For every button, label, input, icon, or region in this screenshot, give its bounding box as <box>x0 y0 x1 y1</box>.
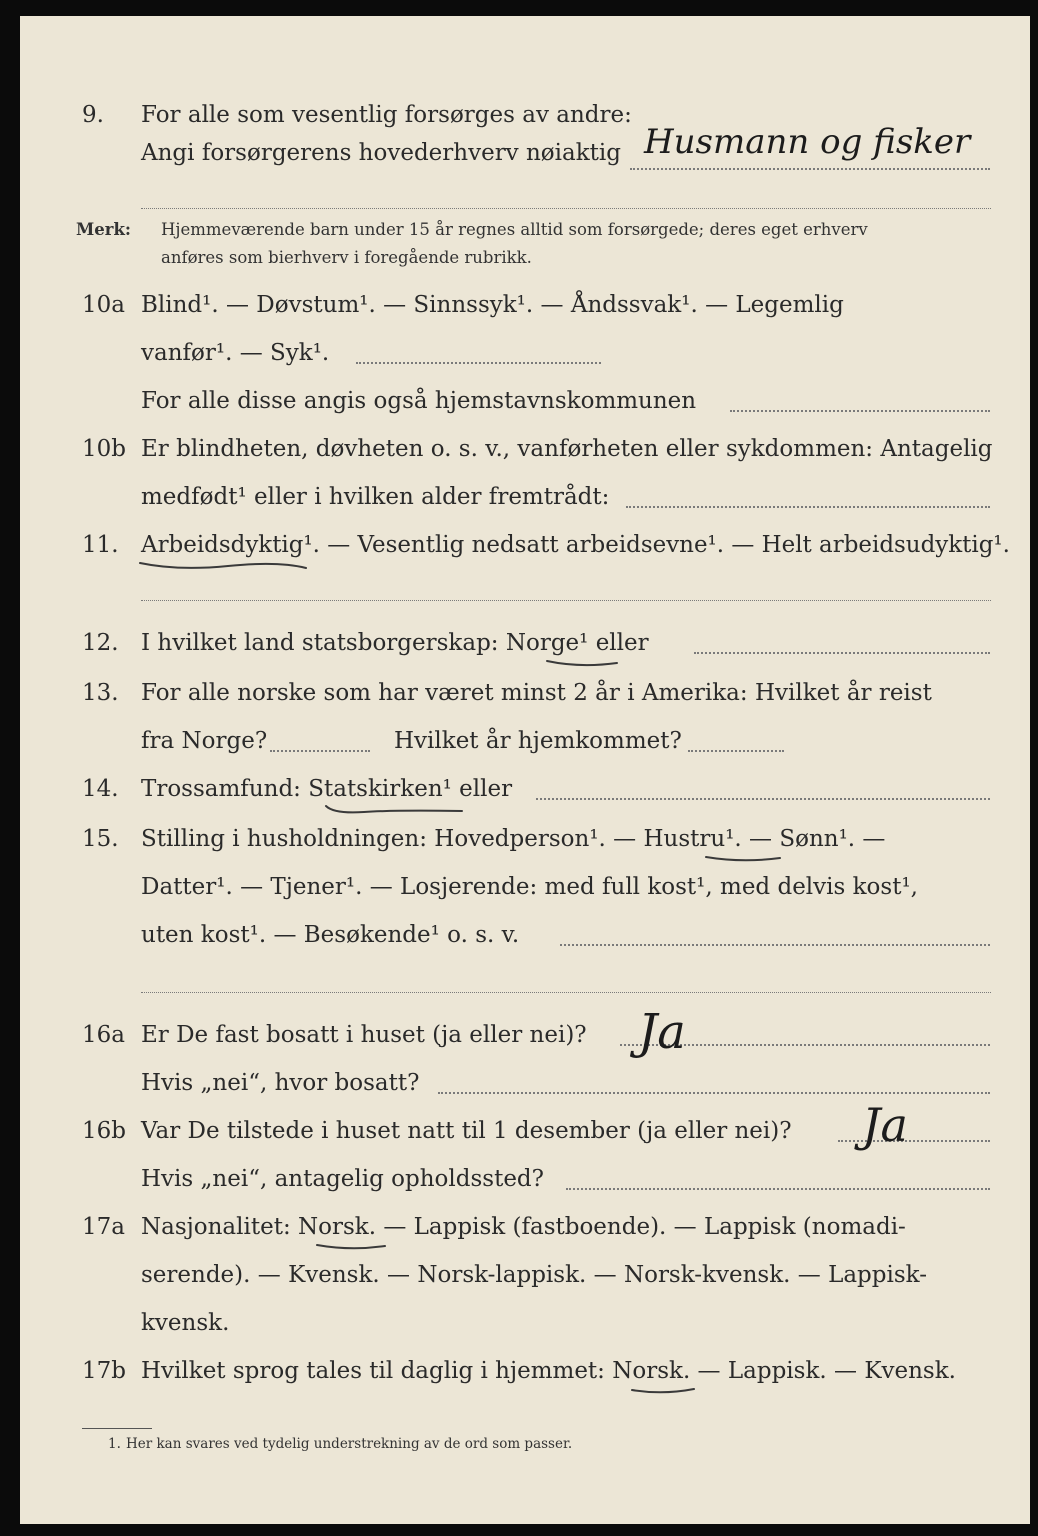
q15-line2: Datter¹. — Tjener¹. — Losjerende: med full kost¹, med delvis kost¹, <box>141 874 918 900</box>
q17b-underline-norsk <box>630 1384 696 1396</box>
merk-line2: anføres som bierhverv i foregående rubrikk. <box>161 248 532 267</box>
q17a-line2: serende). — Kvensk. — Norsk-lappisk. — Norsk-kvensk. — Lappisk- <box>141 1262 927 1288</box>
q9-number: 9. <box>82 102 104 128</box>
q10b-line1: Er blindheten, døvheten o. s. v., vanførheten eller sykdommen: Antagelig <box>141 436 993 462</box>
q13-departure-year-line <box>270 750 370 752</box>
q17a-line3: kvensk. <box>141 1310 230 1336</box>
q13-number: 13. <box>82 680 119 706</box>
q17a-number: 17a <box>82 1214 125 1240</box>
q15-answer-line <box>560 944 990 946</box>
q11-line1: Arbeidsdyktig¹. — Vesentlig nedsatt arbeidsevne¹. — Helt arbeidsudyktig¹. <box>141 532 1010 558</box>
q16b-number: 16b <box>82 1118 126 1144</box>
footnote-text: Her kan svares ved tydelig understrekning av de ord som passer. <box>126 1436 573 1452</box>
q9-handwritten-answer: Husmann og fisker <box>644 122 971 162</box>
q16b-location-line <box>566 1188 990 1190</box>
q14-answer-line <box>536 798 990 800</box>
q11-number: 11. <box>82 532 119 558</box>
q16b-line2: Hvis „nei“, antagelig opholdssted? <box>141 1166 544 1192</box>
q15-separator-line <box>141 992 991 993</box>
q9-separator-line <box>141 208 991 209</box>
q16b-answer-line <box>838 1140 990 1142</box>
q10a-number: 10a <box>82 292 125 318</box>
merk-label: Merk: <box>76 220 131 239</box>
merk-line1: Hjemmeværende barn under 15 år regnes alltid som forsørgede; deres eget erhverv <box>161 220 868 239</box>
q15-underline-hustru <box>704 852 782 864</box>
q12-line1: I hvilket land statsborgerskap: Norge¹ eller <box>141 630 649 656</box>
q16b-line1: Var De tilstede i huset natt til 1 desember (ja eller nei)? <box>141 1118 792 1144</box>
q15-line3: uten kost¹. — Besøkende¹ o. s. v. <box>141 922 520 948</box>
q10a-hometown-line <box>730 410 990 412</box>
q9-answer-line <box>630 168 990 170</box>
q10b-line2: medfødt¹ eller i hvilken alder fremtrådt: <box>141 484 610 510</box>
q17b-line1: Hvilket sprog tales til daglig i hjemmet: Norsk. — Lappisk. — Kvensk. <box>141 1358 956 1384</box>
q16b-handwritten-answer: Ja <box>862 1098 908 1152</box>
q11-underline-arbeidsdyktig <box>138 557 308 571</box>
q12-number: 12. <box>82 630 119 656</box>
q13-line2a: fra Norge? <box>141 728 268 754</box>
q16a-line2: Hvis „nei“, hvor bosatt? <box>141 1070 420 1096</box>
q14-underline-statskirken <box>324 802 464 816</box>
q10a-line1: Blind¹. — Døvstum¹. — Sinnssyk¹. — Åndssvak¹. — Legemlig <box>141 292 844 318</box>
q17a-underline-norsk <box>315 1240 387 1252</box>
q16a-line1: Er De fast bosatt i huset (ja eller nei)? <box>141 1022 587 1048</box>
q13-line1: For alle norske som har været minst 2 år i Amerika: Hvilket år reist <box>141 680 932 706</box>
q15-number: 15. <box>82 826 119 852</box>
q10a-line3: For alle disse angis også hjemstavnskommunen <box>141 388 697 414</box>
q16a-residence-line <box>438 1092 990 1094</box>
q17b-number: 17b <box>82 1358 126 1384</box>
footnote-rule <box>82 1428 152 1429</box>
q9-line1: For alle som vesentlig forsørges av andre: <box>141 102 632 128</box>
q10b-number: 10b <box>82 436 126 462</box>
q13-line2b: Hvilket år hjemkommet? <box>394 728 682 754</box>
q15-line1: Stilling i husholdningen: Hovedperson¹. — Hustru¹. — Sønn¹. — <box>141 826 886 852</box>
q9-line2: Angi forsørgerens hovederhverv nøiaktig <box>141 140 621 166</box>
q16a-handwritten-answer: Ja <box>638 1004 686 1060</box>
q17a-line1: Nasjonalitet: Norsk. — Lappisk (fastboende). — Lappisk (nomadi- <box>141 1214 906 1240</box>
q14-line1: Trossamfund: Statskirken¹ eller <box>141 776 513 802</box>
q12-answer-line <box>694 652 990 654</box>
q12-underline-norge <box>545 656 620 668</box>
q10b-answer-line <box>626 506 990 508</box>
q14-number: 14. <box>82 776 119 802</box>
q10a-line2: vanfør¹. — Syk¹. <box>141 340 330 366</box>
q11-separator-line <box>141 600 991 601</box>
q10a-answer-line <box>356 362 601 364</box>
footnote-mark: 1. <box>108 1436 121 1452</box>
q13-return-year-line <box>688 750 784 752</box>
form-sheet <box>20 16 1030 1524</box>
q16a-number: 16a <box>82 1022 125 1048</box>
